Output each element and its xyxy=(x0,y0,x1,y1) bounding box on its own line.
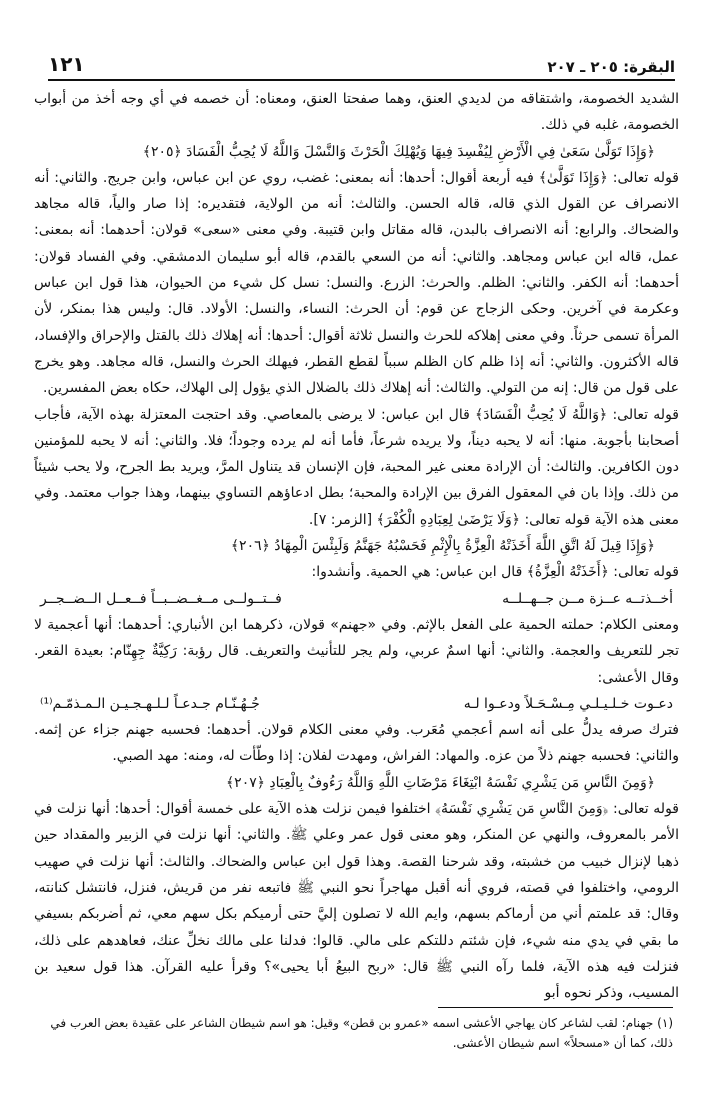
paragraph: فترك صرفه يدلُّ على أنه اسم أعجمي مُعَرب. وفي معنى الكلام قولان. أحدهما: فحسبه جهنم جزاء عن إثمه. والثاني: فحسبه جهنم ذلاً من عزه. والمهاد: الفراش، ومهدت لفلان: إذا وطّأت له، ومنه: مهد الصبي. xyxy=(34,722,679,765)
main-text xyxy=(34,86,679,1001)
poem-hemistich-second: جُـهُـنّـام جـدعـاً لـلـهـجـيـن الـمـذمّـم⁽¹⁾ xyxy=(40,695,260,712)
paragraph: قوله تعالى: ﴿أَخَذَتْهُ الْعِزَّةُ﴾ قال ابن عباس: هي الحمية. وأنشدوا: xyxy=(311,564,679,581)
quran-verse: ﴿وَإِذَا تَوَلَّىٰ سَعَىٰ فِي الْأَرْضِ لِيُفْسِدَ فِيهَا وَيُهْلِكَ الْحَرْثَ وَالنَّسْلَ وَاللَّهُ لَا يُحِبُّ الْفَسَادَ ﴿٢٠٥﴾ xyxy=(142,143,655,160)
header-rule xyxy=(48,79,675,81)
poem-hemistich-first: أخــذتــه عــزة مــن جــهــلــه xyxy=(502,590,673,607)
quran-verse: ﴿وَمِنَ النَّاسِ مَن يَشْرِي نَفْسَهُ ابْتِغَاءَ مَرْضَاتِ اللَّهِ وَاللَّهُ رَءُوفٌ بِالْعِبَادِ ﴿٢٠٧﴾ xyxy=(225,774,655,791)
page-header xyxy=(48,46,675,76)
paragraph: ومعنى الكلام: حملته الحمية على الفعل بالإثم. وفي «جهنم» قولان، ذكرهما ابن الأنباري: أحدهما: أنها أعجمية لا تجر للتعريف والعجمة. والثاني: أنها اسمٌ عربي، ولم يجر للتأنيث والتعريف. قال رؤبة: رَكِيَّةٌ جِهِنّام: بعيدة القعر. وقال الأعشى: xyxy=(34,616,679,686)
paragraph: قوله تعالى: ﴿وَإِذَا تَوَلَّىٰ﴾ فيه أربعة أقوال: أحدها: أنه بمعنى: غضب، روي عن ابن عباس، وابن جريج. والثاني: أنه الانصراف عن القول الذي قاله، قاله الحسن. والثالث: أنه من الولاية، فتقديره: إذا صار والياً، قاله مجاهد والضحاك. والرابع: أنه الانصراف بالبدن، قاله مقاتل وابن قتيبة. وفي معنى «سعى» قولان: أحدهما: أنه بمعنى: عمل، قاله ابن عباس ومجاهد. والثاني: أنه من السعي بالقدم، قاله أبو سليمان الدمشقي. وفي الفساد قولان: أحدهما: أنه الكفر. والثاني: الظلم. والحرث: الزرع. والنسل: نسل كل شيء من الحيوان، هذا قول ابن عباس وعكرمة في آخرين. وحكى الزجاج عن قوم: أن الحرث: النساء، والنسل: الأولاد. قال: وليس هذا بمنكر، لأن المرأة تسمى حرثاً. وفي معنى إهلاكه للحرث والنسل ثلاثة أقوال: أحدها: أنه إهلاك ذلك بالقتل والإحراق والإفساد، قاله الأكثرون. والثاني: أنه إذا ظلم كان الظلم سبباً لقطع القطر، فيهلك الحرث والنسل، قاله مجاهد. وهو يخرج على قول من قال: إنه من التولي. والثالث: أنه إهلاك ذلك بالضلال الذي يؤول إلى الهلاك، حكاه بعض المفسرين. xyxy=(34,169,679,397)
quran-verse: ﴿وَإِذَا قِيلَ لَهُ اتَّقِ اللَّهَ أَخَذَتْهُ الْعِزَّةُ بِالْإِثْمِ فَحَسْبُهُ جَهَنَّمُ وَلَبِئْسَ الْمِهَادُ ﴿٢٠٦﴾ xyxy=(230,538,655,555)
footnote xyxy=(40,1013,673,1063)
surah-reference: البقرة: ٢٠٥ ـ ٢٠٧ xyxy=(547,58,675,76)
footnote-text: (١) جهنام: لقب لشاعر كان يهاجي الأعشى اسمه «عمرو بن قطن» وقيل: هو اسم شيطان الشاعر على عقيدة بعض العرب في ذلك، كما أن «مسحلاً» اسم شيطان الأعشى. xyxy=(50,1016,673,1050)
footnote-rule xyxy=(438,1007,673,1008)
paragraph: قوله تعالى: ﴿وَمِنَ النَّاسِ مَن يَشْرِي نَفْسَهُ﴾ اختلفوا فيمن نزلت هذه الآية على خمسة أقوال: أحدها: أنها نزلت في الأمر بالمعروف، والنهي عن المنكر، وهو معنى قول عمر وعلي ﷺ. والثاني: أنها نزلت في الزبير والمقداد حين ذهبا لإنزال خبيب من خشبته، وقد شرحنا القصة. وهذا قول ابن عباس والضحاك. والثالث: أنها نزلت في صهيب الرومي، واختلفوا في قصته، فروي أنه أقبل مهاجراً نحو النبي ﷺ فاتبعه نفر من قريش، فنزل، فانتشل كنانته، وقال: قد علمتم أني من أرماكم بسهم، وايم الله لا تصلون إليَّ حتى أرميكم بكل سهم معي، ثم أضربكم بسيفي ما بقي في يدي منه شيء، فإن شئتم دللتكم على مالي. قالوا: فدلنا على مالك نخلِّ عنك، فعاهدهم على ذلك، فنزلت فيه هذه الآية، فلما رآه النبي ﷺ قال: «ربح البيعُ أبا يحيى»؟ وقرأ عليه القرآن. هذا قول سعيد بن المسيب، وذكر نحوه أبو xyxy=(34,801,679,1001)
paragraph: قوله تعالى: ﴿وَاللَّهُ لَا يُحِبُّ الْفَسَادَ﴾ قال ابن عباس: لا يرضى بالمعاصي. وقد احتجت المعتزلة بهذه الآية، فأجاب أصحابنا بأجوبة. منها: أنه لا يحبه ديناً، ولا يريده شرعاً، فأما أنه لم يرده وجوداً؛ فلا. والثاني: أنه لا يحبه للمؤمنين دون الكافرين. والثالث: أن الإرادة معنى غير المحبة، فإن الإنسان قد يتناول المرَّ، ويريد بط الجرح، ولا يحب شيئاً من ذلك. وإذا بان في المعقول الفرق بين الإرادة والمحبة؛ بطل ادعاؤهم التساوي بينهما، وهذا جواب معتمد. وفي معنى هذه الآية قوله تعالى: ﴿وَلَا يَرْضَىٰ لِعِبَادِهِ الْكُفْرَ﴾ [الزمر: ٧]. xyxy=(34,406,679,528)
poem-line xyxy=(34,586,679,612)
paragraph: الشديد الخصومة، واشتقاقه من لديدي العنق، وهما صفحتا العنق، ومعناه: أن خصمه في أي وجه أخذ من أبواب الخصومة، غلبه في ذلك. xyxy=(34,91,679,134)
poem-line xyxy=(34,691,679,717)
poem-hemistich-second: فــتــولــى مــغــضــبــاً فــعــل الــضــجــر xyxy=(40,590,282,607)
poem-hemistich-first: دعـوت خـلـيـلـي مِـسْـحَـلاً ودعـوا لـه xyxy=(463,695,673,712)
page-number: ١٢١ xyxy=(48,52,85,76)
